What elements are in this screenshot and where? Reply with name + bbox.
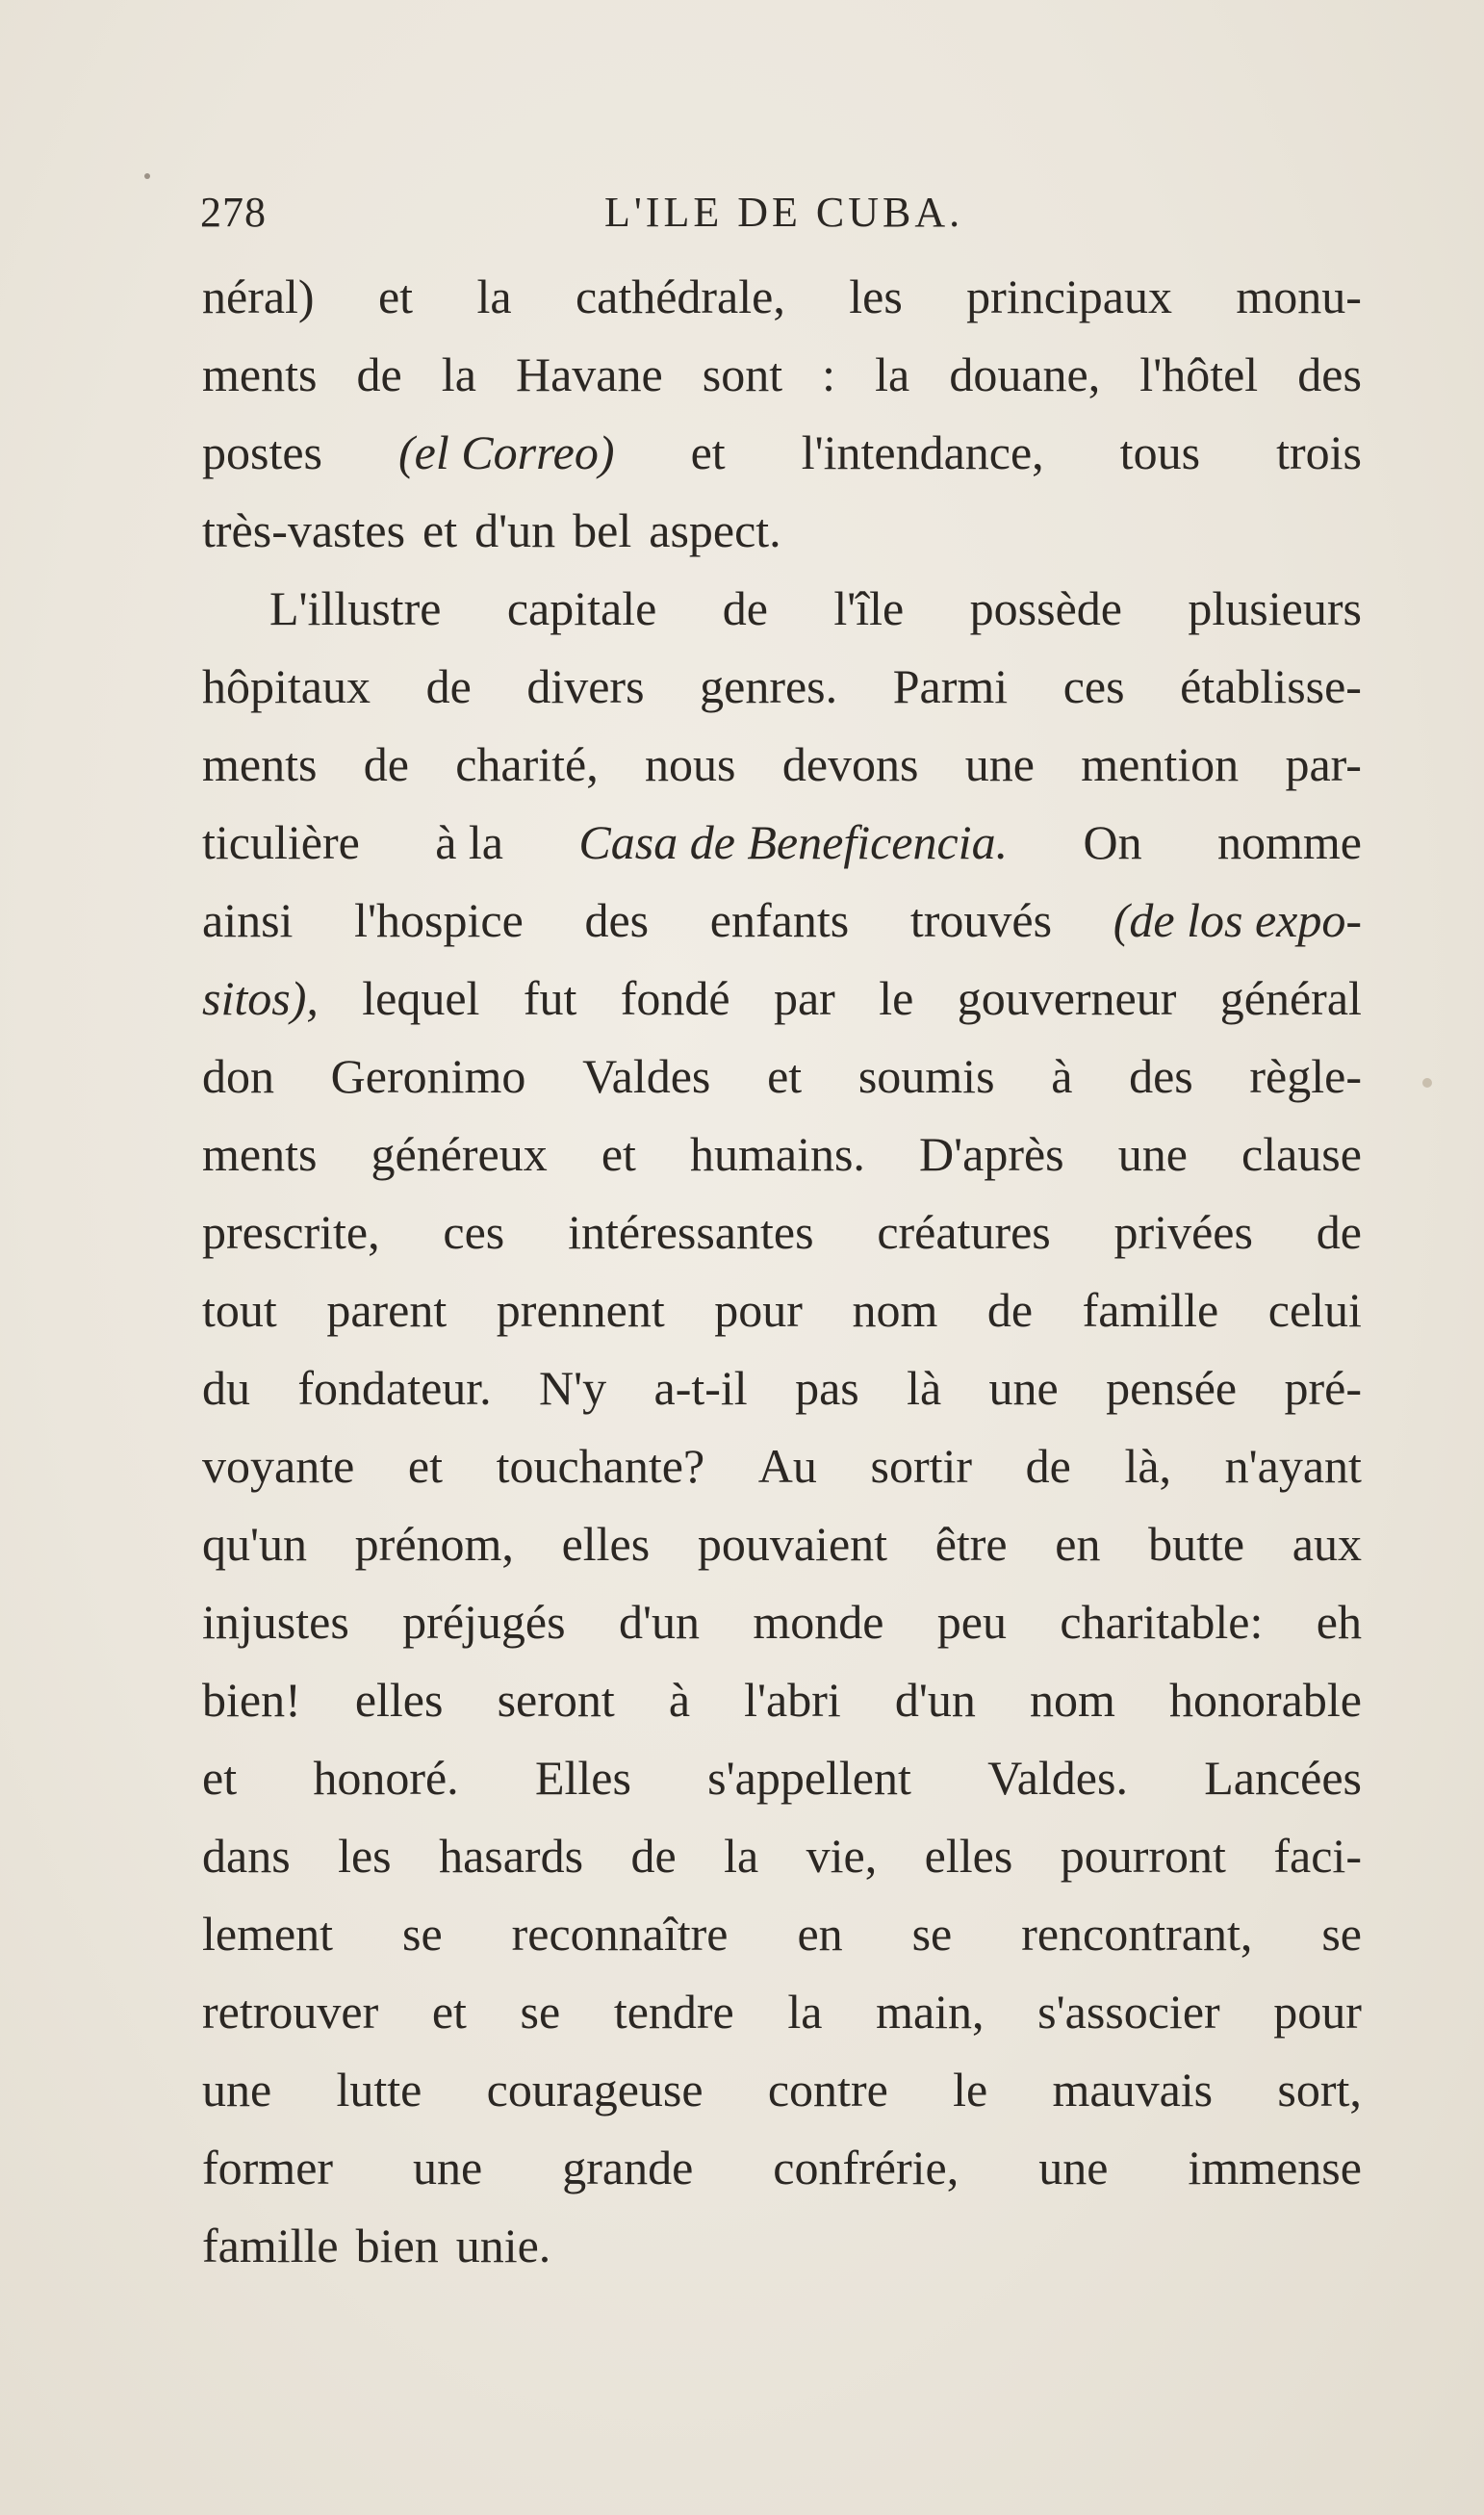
- word: honoré.: [313, 1751, 459, 1805]
- word: D'après: [919, 1127, 1064, 1181]
- word: s'appellent: [707, 1751, 911, 1805]
- text-line: [202, 492, 1362, 570]
- word: Elles: [534, 1751, 631, 1805]
- word: pourront: [1060, 1829, 1226, 1883]
- word: hasards: [439, 1829, 584, 1883]
- word: le: [879, 971, 914, 1025]
- word: généreux: [371, 1127, 548, 1181]
- word: charitable:: [1060, 1595, 1264, 1649]
- word: l'hôtel: [1139, 347, 1259, 401]
- word: la: [875, 347, 910, 401]
- word: pouvaient: [697, 1517, 888, 1571]
- text-line: [202, 258, 1362, 336]
- word: une: [202, 2063, 272, 2117]
- word: ments: [202, 1127, 318, 1181]
- word: grande: [562, 2141, 694, 2194]
- word: de: [363, 737, 409, 791]
- text-line: [202, 1271, 1362, 1349]
- word: trouvés: [909, 893, 1053, 947]
- word: Lancées: [1204, 1751, 1362, 1805]
- word: aspect.: [649, 503, 781, 557]
- word: fondateur.: [297, 1361, 492, 1415]
- word: dans: [202, 1829, 291, 1883]
- word: peu: [936, 1595, 1007, 1649]
- word: fondé: [620, 971, 730, 1025]
- word: enfants: [709, 893, 850, 947]
- word: retrouver: [202, 1985, 379, 2039]
- word: former: [202, 2141, 334, 2194]
- word: hôpitaux: [202, 659, 371, 713]
- word: immense: [1188, 2141, 1362, 2194]
- word: à: [1051, 1049, 1073, 1103]
- italic-phrase: (de los expo-: [1113, 893, 1362, 947]
- word: ments: [202, 347, 318, 401]
- word: à: [668, 1673, 691, 1727]
- word: clause: [1241, 1127, 1362, 1181]
- word: vie,: [806, 1829, 878, 1883]
- text-line: [202, 1739, 1362, 1817]
- word: et: [690, 425, 726, 479]
- word: honorable: [1169, 1673, 1362, 1727]
- text-line: [202, 1116, 1362, 1193]
- word: par: [773, 971, 835, 1025]
- text-line: [202, 960, 1362, 1038]
- word: le: [953, 2063, 988, 2117]
- word: famille: [202, 2219, 339, 2272]
- text-line: [202, 648, 1362, 726]
- word: divers: [526, 659, 645, 713]
- text-line: [202, 1193, 1362, 1271]
- word: principaux: [966, 269, 1172, 323]
- text-line: [202, 882, 1362, 960]
- word: bien!: [202, 1673, 301, 1727]
- text-line: [202, 1583, 1362, 1661]
- word: Parmi: [892, 659, 1009, 713]
- word: néral): [202, 269, 315, 323]
- word: pré-: [1284, 1361, 1362, 1415]
- word: à la: [435, 815, 503, 869]
- word: elles: [561, 1517, 651, 1571]
- word: et: [377, 269, 414, 323]
- word: d'un: [894, 1673, 976, 1727]
- word: tout: [202, 1283, 277, 1337]
- word: lement: [202, 1907, 334, 1961]
- word: de: [630, 1829, 677, 1883]
- word: N'y: [539, 1361, 607, 1415]
- text-line: [202, 1427, 1362, 1505]
- word: lutte: [336, 2063, 422, 2117]
- word: unie.: [455, 2219, 551, 2272]
- word: une: [1117, 1127, 1188, 1181]
- word: l'intendance,: [801, 425, 1044, 479]
- word: de: [1025, 1439, 1071, 1493]
- word: elles: [924, 1829, 1013, 1883]
- word: se: [1321, 1907, 1362, 1961]
- word: pas: [795, 1361, 859, 1415]
- word: ments: [202, 737, 318, 791]
- text-line: [202, 1038, 1362, 1116]
- text-line: [202, 336, 1362, 414]
- text-line: [202, 804, 1362, 882]
- word: de: [1316, 1205, 1362, 1259]
- word: de: [986, 1283, 1034, 1337]
- word: fut: [523, 971, 577, 1025]
- word: de: [356, 347, 402, 401]
- word: capitale: [506, 581, 657, 635]
- text-line: [202, 2207, 1362, 2285]
- word: nous: [645, 737, 736, 791]
- word: ces: [1062, 659, 1125, 713]
- word: très-vastes: [202, 503, 406, 557]
- word: la: [724, 1829, 759, 1883]
- body-text: [202, 258, 1362, 2285]
- word: et: [407, 1439, 443, 1493]
- word: les: [338, 1829, 392, 1883]
- word: privées: [1113, 1205, 1253, 1259]
- word: là,: [1124, 1439, 1172, 1493]
- word: et: [431, 1985, 467, 2039]
- word: se: [520, 1985, 561, 2039]
- word: butte: [1148, 1517, 1245, 1571]
- word: en: [1055, 1517, 1101, 1571]
- italic-phrase: sitos),: [202, 971, 319, 1025]
- word: charité,: [455, 737, 599, 791]
- word: seront: [497, 1673, 615, 1727]
- word: cathédrale,: [575, 269, 785, 323]
- word: pour: [1273, 1985, 1362, 2039]
- word: la: [441, 347, 476, 401]
- word: une: [1038, 2141, 1109, 2194]
- word: général: [1219, 971, 1362, 1025]
- paper-speck: [144, 173, 150, 179]
- word: en: [797, 1907, 843, 1961]
- word: Valdes.: [987, 1751, 1128, 1805]
- word: se: [402, 1907, 443, 1961]
- word: se: [911, 1907, 953, 1961]
- text-line: [202, 414, 1362, 492]
- word: prénom,: [354, 1517, 514, 1571]
- word: trois: [1276, 425, 1362, 479]
- word: des: [1297, 347, 1362, 401]
- text-line: [202, 1973, 1362, 2051]
- word: plusieurs: [1188, 581, 1362, 635]
- word: touchante?: [496, 1439, 705, 1493]
- word: et: [422, 503, 458, 557]
- word: bel: [573, 503, 632, 557]
- word: et: [767, 1049, 803, 1103]
- word: nom: [1030, 1673, 1115, 1727]
- word: l'hospice: [354, 893, 524, 947]
- word: elles: [354, 1673, 444, 1727]
- word: contre: [767, 2063, 888, 2117]
- word: règle-: [1249, 1049, 1362, 1103]
- word: l'abri: [744, 1673, 841, 1727]
- word: préjugés: [402, 1595, 566, 1649]
- word: possède: [969, 581, 1122, 635]
- word: prennent: [496, 1283, 665, 1337]
- word: sont: [702, 347, 783, 401]
- word: les: [849, 269, 903, 323]
- word: une: [988, 1361, 1059, 1415]
- word: Havane: [515, 347, 663, 401]
- word: gouverneur: [957, 971, 1177, 1025]
- word: confrérie,: [773, 2141, 959, 2194]
- paper-speck: [1422, 1078, 1432, 1088]
- italic-phrase: Casa de Beneficencia.: [578, 815, 1009, 869]
- word: a-t-il: [653, 1361, 748, 1415]
- italic-phrase: (el Correo): [398, 425, 615, 479]
- word: rencontrant,: [1021, 1907, 1253, 1961]
- word: main,: [876, 1985, 985, 2039]
- word: postes: [202, 425, 322, 479]
- word: courageuse: [486, 2063, 704, 2117]
- word: bien: [355, 2219, 439, 2272]
- word: devons: [781, 737, 919, 791]
- running-title: L'ILE DE CUBA.: [604, 189, 964, 236]
- word: créatures: [877, 1205, 1051, 1259]
- word: d'un: [474, 503, 556, 557]
- word: douane,: [949, 347, 1101, 401]
- word: mention: [1081, 737, 1240, 791]
- word: s'associer: [1037, 1985, 1220, 2039]
- word: établisse-: [1180, 659, 1362, 713]
- word: pour: [714, 1283, 803, 1337]
- text-line: [202, 2051, 1362, 2129]
- word: et: [601, 1127, 636, 1181]
- word: Valdes: [582, 1049, 711, 1103]
- word: ces: [443, 1205, 505, 1259]
- word: don: [202, 1049, 274, 1103]
- word: une: [413, 2141, 483, 2194]
- word: et: [202, 1751, 238, 1805]
- word: celui: [1267, 1283, 1362, 1337]
- word: reconnaître: [511, 1907, 729, 1961]
- page-number: 278: [200, 189, 267, 236]
- word: faci-: [1273, 1829, 1362, 1883]
- word: On: [1083, 815, 1142, 869]
- word: genres.: [700, 659, 838, 713]
- word: L'illustre: [269, 581, 442, 635]
- word: nomme: [1217, 815, 1362, 869]
- word: Geronimo: [330, 1049, 526, 1103]
- word: la: [476, 269, 512, 323]
- word: tendre: [613, 1985, 734, 2039]
- word: mauvais: [1052, 2063, 1214, 2117]
- word: sortir: [870, 1439, 973, 1493]
- word: soumis: [857, 1049, 995, 1103]
- word: ticulière: [202, 815, 360, 869]
- word: par-: [1285, 737, 1362, 791]
- word: prescrite,: [202, 1205, 380, 1259]
- word: monu-: [1236, 269, 1362, 323]
- word: l'île: [833, 581, 905, 635]
- word: pensée: [1106, 1361, 1238, 1415]
- word: Au: [757, 1439, 817, 1493]
- word: parent: [326, 1283, 448, 1337]
- word: ainsi: [202, 893, 294, 947]
- word: de: [722, 581, 768, 635]
- word: qu'un: [202, 1517, 308, 1571]
- word: tous: [1119, 425, 1201, 479]
- word: aux: [1292, 1517, 1362, 1571]
- word: sort,: [1277, 2063, 1362, 2117]
- word: famille: [1082, 1283, 1219, 1337]
- word: voyante: [202, 1439, 355, 1493]
- text-line: [202, 1817, 1362, 1895]
- word: eh: [1316, 1595, 1362, 1649]
- word: là: [907, 1361, 942, 1415]
- word: des: [1129, 1049, 1193, 1103]
- word: du: [202, 1361, 250, 1415]
- word: d'un: [618, 1595, 700, 1649]
- word: la: [787, 1985, 823, 2039]
- word: une: [964, 737, 1035, 791]
- word: intéressantes: [568, 1205, 814, 1259]
- text-line: [202, 1505, 1362, 1583]
- text-line: [202, 726, 1362, 804]
- text-line: [202, 1895, 1362, 1973]
- word: monde: [753, 1595, 884, 1649]
- word: de: [425, 659, 472, 713]
- word: être: [934, 1517, 1008, 1571]
- word: nom: [852, 1283, 938, 1337]
- text-line: [202, 1349, 1362, 1427]
- word: lequel: [362, 971, 480, 1025]
- word: des: [584, 893, 650, 947]
- word: injustes: [202, 1595, 349, 1649]
- text-line: [202, 570, 1362, 648]
- text-line: [202, 2129, 1362, 2207]
- word: :: [822, 347, 836, 401]
- text-line: [202, 1661, 1362, 1739]
- word: humains.: [690, 1127, 865, 1181]
- word: n'ayant: [1224, 1439, 1362, 1493]
